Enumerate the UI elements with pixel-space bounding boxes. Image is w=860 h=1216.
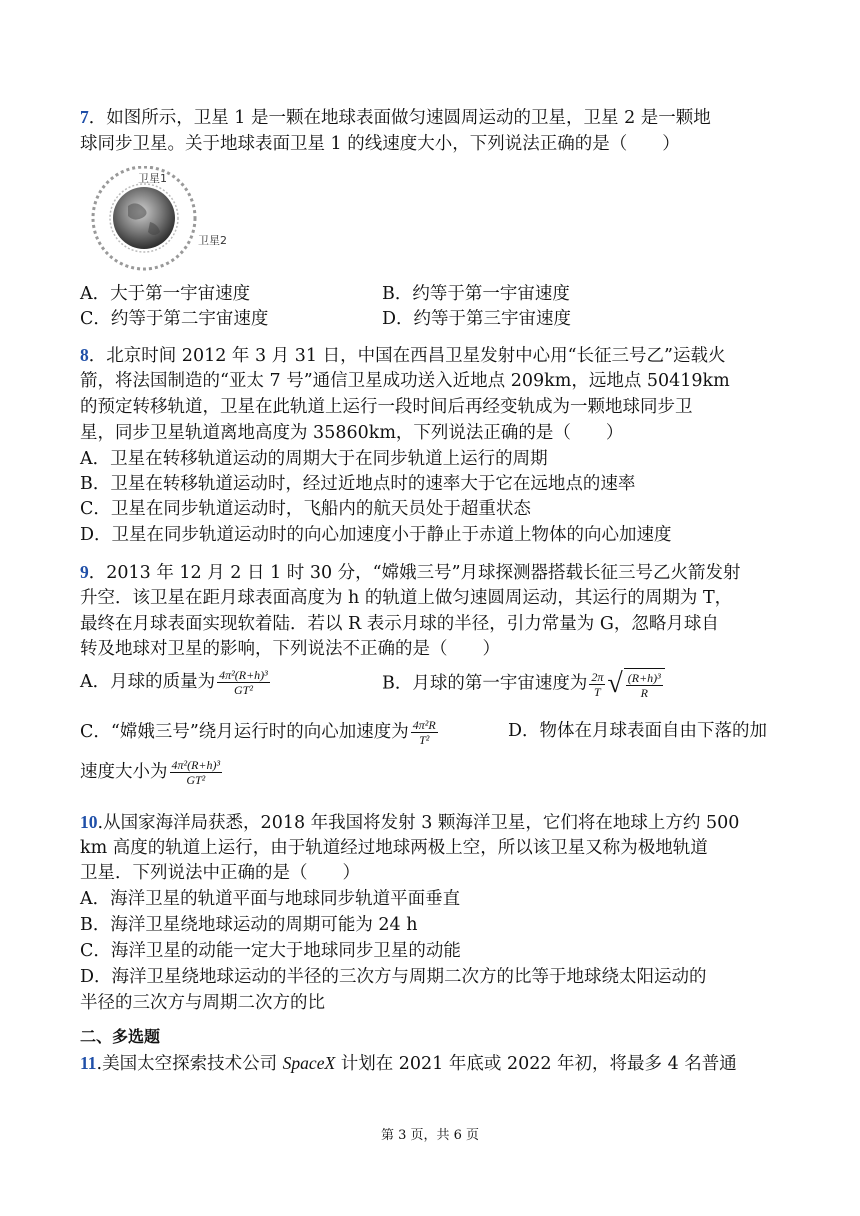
page-footer: 第 3 页，共 6 页 <box>380 1128 480 1143</box>
q11-number: 11 <box>80 1053 97 1073</box>
q8-line2: 箭，将法国制造的“亚太 7 号”通信卫星成功送入近地点 209km，远地点 50419km <box>80 371 730 391</box>
q11-line1: 11.美国太空探索技术公司 SpaceX 计划在 2021 年底或 2022 年初，将最多 4 名普通 <box>80 1053 737 1074</box>
q7-option-b: B．约等于第一宇宙速度 <box>382 284 570 304</box>
q10-option-c: C．海洋卫星的动能一定大于地球同步卫星的动能 <box>80 941 461 961</box>
q9-option-a-fraction: $\frac{\text{4π²(R+h)³}}{\text{GT²}}$ <box>219 668 268 697</box>
q9-number: 9 <box>80 562 89 582</box>
section-heading-multiple-choice: 二、多选题 <box>80 1027 161 1046</box>
q8-line4: 星，同步卫星轨道离地高度为 35860km，下列说法正确的是（ ） <box>80 423 624 443</box>
q9-option-d-cont: 速度大小为 $\frac{\text{4π²(R+h)³}}{\text{GT²}}$ <box>80 758 221 787</box>
q10-line2: km 高度的轨道上运行，由于轨道经过地球两极上空，所以该卫星又称为极地轨道 <box>80 838 708 858</box>
q8-option-c: C．卫星在同步轨道运动时，飞船内的航天员处于超重状态 <box>80 499 531 519</box>
q7-option-c: C．约等于第二宇宙速度 <box>80 309 269 329</box>
q7-option-a: A．大于第一宇宙速度 <box>80 284 251 304</box>
q10-line1: 10.从国家海洋局获悉，2018 年我国将发射 3 颗海洋卫星，它们将在地球上方约 500 <box>80 812 740 833</box>
q11-company: SpaceX <box>282 1053 336 1073</box>
earth-globe <box>113 187 175 249</box>
q9-option-b-sqrt: √ $\frac{\text{(R+h)³}}{R}$ <box>607 668 664 700</box>
q7-figure <box>88 166 248 272</box>
q10-option-a: A．海洋卫星的轨道平面与地球同步轨道平面垂直 <box>80 889 461 909</box>
q8-option-d: D．卫星在同步轨道运动时的向心加速度小于静止于赤道上物体的向心加速度 <box>80 525 672 545</box>
q9-option-c-fraction: $\frac{\text{4π²R}}{\text{T²}}$ <box>412 718 436 747</box>
q7-line1: 7．如图所示，卫星 1 是一颗在地球表面做匀速圆周运动的卫星，卫星 2 是一颗地 <box>80 107 711 128</box>
q10-option-d-cont: 半径的三次方与周期二次方的比 <box>80 993 325 1013</box>
q9-option-a: A．月球的质量为 $\frac{\text{4π²(R+h)³}}{\text{GT²}}$ <box>80 668 268 697</box>
q9-option-b-fraction: $\frac{2\pi}{T}$ <box>591 669 604 699</box>
q7-line2: 球同步卫星。关于地球表面卫星 1 的线速度大小，下列说法正确的是（ ） <box>80 134 680 154</box>
q8-option-b: B．卫星在转移轨道运动时，经过近地点时的速率大于它在远地点的速率 <box>80 474 636 494</box>
q9-option-b: B．月球的第一宇宙速度为 $\frac{2\pi}{T}$ √ $\frac{\text{(R+h)³}}{R}$ <box>382 668 665 700</box>
q9-option-d: D．物体在月球表面自由下落的加 <box>508 721 768 741</box>
q10-line3: 卫星．下列说法中正确的是（ ） <box>80 863 360 883</box>
q9-line2: 升空．该卫星在距月球表面高度为 h 的轨道上做匀速圆周运动，其运行的周期为 T， <box>80 588 733 608</box>
q7-number: 7 <box>80 107 89 127</box>
q9-option-d-fraction: $\frac{\text{4π²(R+h)³}}{\text{GT²}}$ <box>171 758 221 787</box>
q8-number: 8 <box>80 345 89 365</box>
q9-option-c: C．“嫦娥三号”绕月运行时的向心加速度为 $\frac{\text{4π²R}}{\text{T²}}$ <box>80 718 436 747</box>
q10-option-b: B．海洋卫星绕地球运动的周期可能为 24 h <box>80 915 418 935</box>
satellite-orbit-diagram <box>88 166 248 272</box>
q9-line3: 最终在月球表面实现软着陆．若以 R 表示月球的半径，引力常量为 G，忽略月球自 <box>80 614 719 634</box>
satellite2-label: 卫星2 <box>198 234 227 247</box>
q8-line1: 8．北京时间 2012 年 3 月 31 日，中国在西昌卫星发射中心用“长征三号乙”运载火 <box>80 345 726 366</box>
q10-option-d: D．海洋卫星绕地球运动的半径的三次方与周期二次方的比等于地球绕太阳运动的 <box>80 967 707 987</box>
q9-line4: 转及地球对卫星的影响，下列说法不正确的是（ ） <box>80 639 500 659</box>
q10-number: 10 <box>80 812 98 832</box>
q8-line3: 的预定转移轨道，卫星在此轨道上运行一段时间后再经变轨成为一颗地球同步卫 <box>80 397 693 417</box>
q8-option-a: A．卫星在转移轨道运动的周期大于在同步轨道上运行的周期 <box>80 449 548 469</box>
q7-option-d: D．约等于第三宇宙速度 <box>382 309 572 329</box>
q9-line1: 9．2013 年 12 月 2 日 1 时 30 分，“嫦娥三号”月球探测器搭载长征三号乙火箭发射 <box>80 562 741 583</box>
satellite1-label: 卫星1 <box>138 172 167 185</box>
